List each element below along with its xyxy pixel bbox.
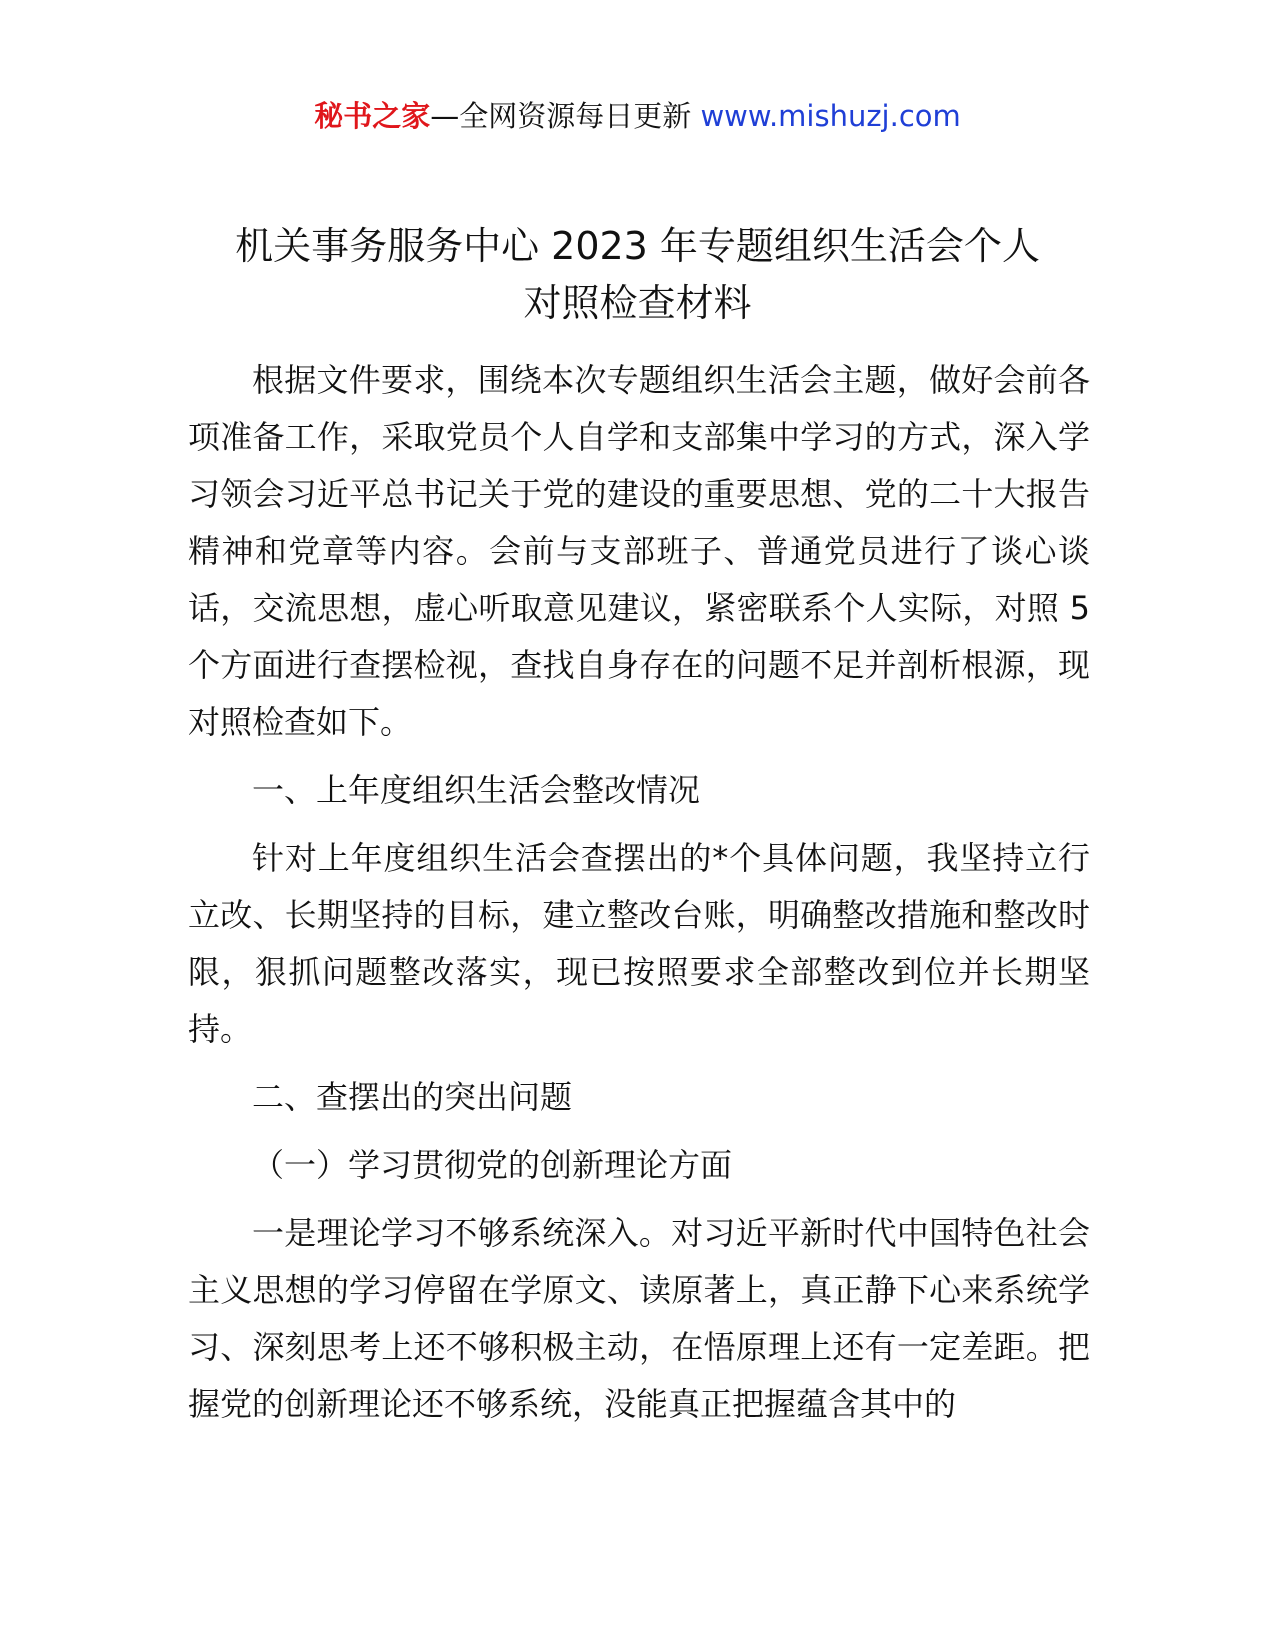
subsection-heading-1: （一）学习贯彻党的创新理论方面 <box>252 1146 733 1184</box>
intro-paragraph: 根据文件要求，围绕本次专题组织生活会主题，做好会前各项准备工作，采取党员个人自学和支部集中学习的方式，深入学习领会习近平总书记关于党的建设的重要思想、党的二十大报告精神和党章等内容。会前与支部班子、普通党员进行了谈心谈话，交流思想，虚心听取意见建议，紧密联系个人实际，对照 5 个方面进行查摆检视，查找自身存在的问题不足并剖析根源，现对照检查如下。 <box>188 361 1090 741</box>
header-url-link[interactable]: www.mishuzj.com <box>700 99 961 133</box>
section-heading-2: 二、查摆出的突出问题 <box>252 1078 573 1116</box>
subsection-1-paragraph: 一是理论学习不够系统深入。对习近平新时代中国特色社会主义思想的学习停留在学原文、读原著上，真正静下心来系统学习、深刻思考上还不够积极主动，在悟原理上还有一定差距。把握党的创新理论还不够系统，没能真正把握蕴含其中的 <box>188 1214 1090 1423</box>
header-slogan: —全网资源每日更新 <box>430 99 692 133</box>
section-heading-1: 一、上年度组织生活会整改情况 <box>252 771 701 809</box>
document-title <box>150 218 1125 332</box>
header-brand: 秘书之家 <box>314 99 431 133</box>
title-line-1: 机关事务服务中心 2023 年专题组织生活会个人 <box>235 224 1040 268</box>
section-1-paragraph: 针对上年度组织生活会查摆出的*个具体问题，我坚持立行立改、长期坚持的目标，建立整改台账，明确整改措施和整改时限，狠抓问题整改落实，现已按照要求全部整改到位并长期坚持。 <box>188 839 1090 1048</box>
title-line-2: 对照检查材料 <box>523 281 752 325</box>
document-body <box>188 352 1090 1444</box>
page-header <box>0 96 1275 136</box>
